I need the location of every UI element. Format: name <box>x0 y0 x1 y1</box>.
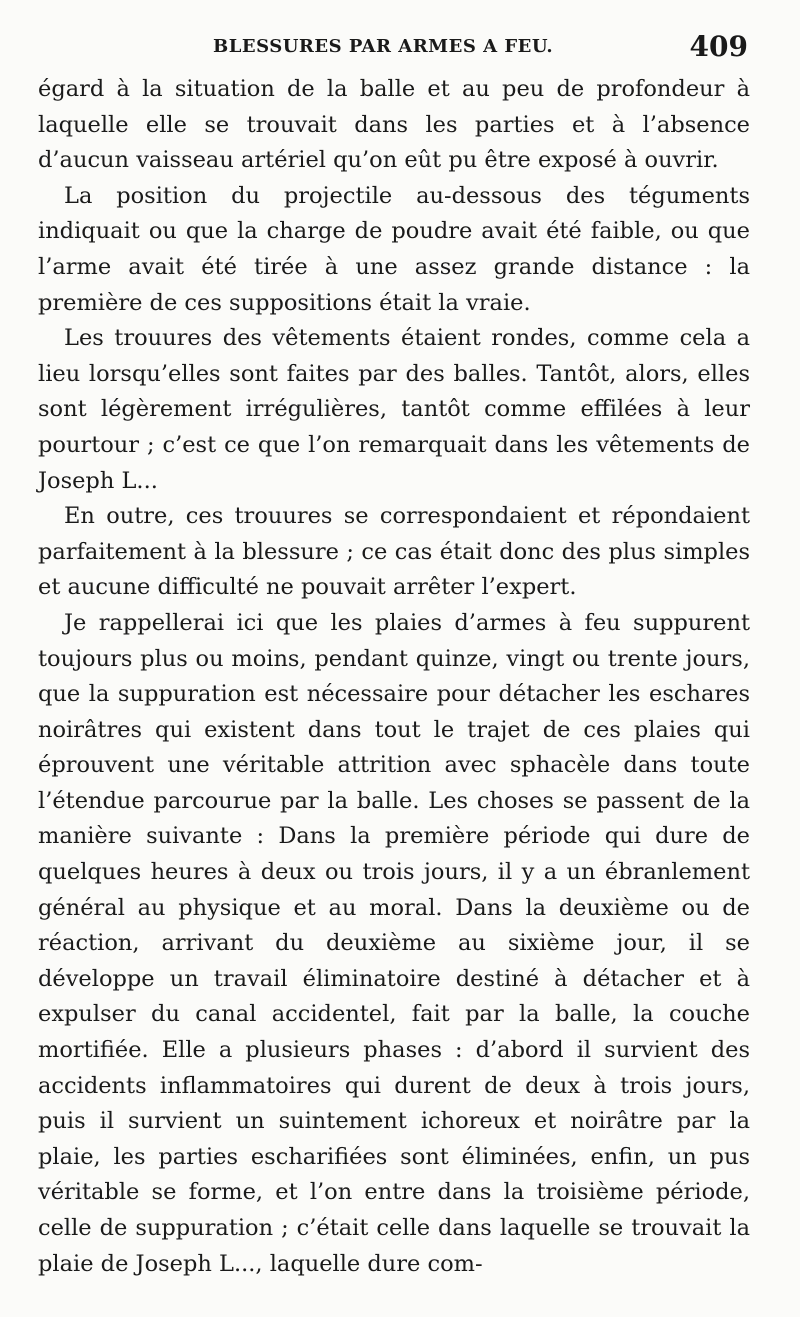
page-header <box>38 30 748 66</box>
running-head: BLESSURES PAR ARMES A FEU. <box>213 36 554 57</box>
paragraph: Les trouures des vêtements étaient rondes, comme cela a lieu lorsqu’elles sont faites par des balles. Tantôt, alors, elles sont légèrement irrégulières, tantôt comme effilées à leur pourtour ; c’est ce que l’on remarquait dans les vêtements de Joseph L... <box>38 325 750 494</box>
paragraph-continuation: égard à la situation de la balle et au peu de profondeur à laquelle elle se trouvait dans les parties et à l’absence d’aucun vaisseau artériel qu’on eût pu être exposé à ouvrir. <box>38 76 750 174</box>
body-text <box>38 72 750 1282</box>
paragraph: Je rappellerai ici que les plaies d’armes à feu suppurent toujours plus ou moins, pendant quinze, vingt ou trente jours, que la suppuration est nécessaire pour détacher les eschares noirâtres qui existent dans tout le trajet de ces plaies qui éprouvent une véritable attrition avec sphacèle dans toute l’étendue parcourue par la balle. Les choses se passent de la manière suivante : Dans la première période qui dure de quelques heures à deux ou trois jours, il y a un ébranlement général au physique et au moral. Dans la deuxième ou de réaction, arrivant du deuxième au sixième jour, il se développe un travail éliminatoire destiné à détacher et à expulser du canal accidentel, fait par la balle, la couche mortifiée. Elle a plusieurs phases : d’abord il survient des accidents inflammatoires qui durent de deux à trois jours, puis il survient un suintement ichoreux et noirâtre par la plaie, les parties escharifiées sont éliminées, enfin, un pus véritable se forme, et l’on entre dans la troisième période, celle de suppuration ; c’était celle dans laquelle se trouvait la plaie de Joseph L..., laquelle dure com- <box>38 609 750 1277</box>
page-number: 409 <box>689 30 748 63</box>
paragraph: En outre, ces trouures se correspondaient et répondaient parfaitement à la blessure ; ce cas était donc des plus simples et aucune difficulté ne pouvait arrêter l’expert. <box>38 503 750 601</box>
paragraph: La position du projectile au-dessous des téguments indiquait ou que la charge de poudre avait été faible, ou que l’arme avait été tirée à une assez grande distance : la première de ces suppositions était la vraie. <box>38 182 750 316</box>
